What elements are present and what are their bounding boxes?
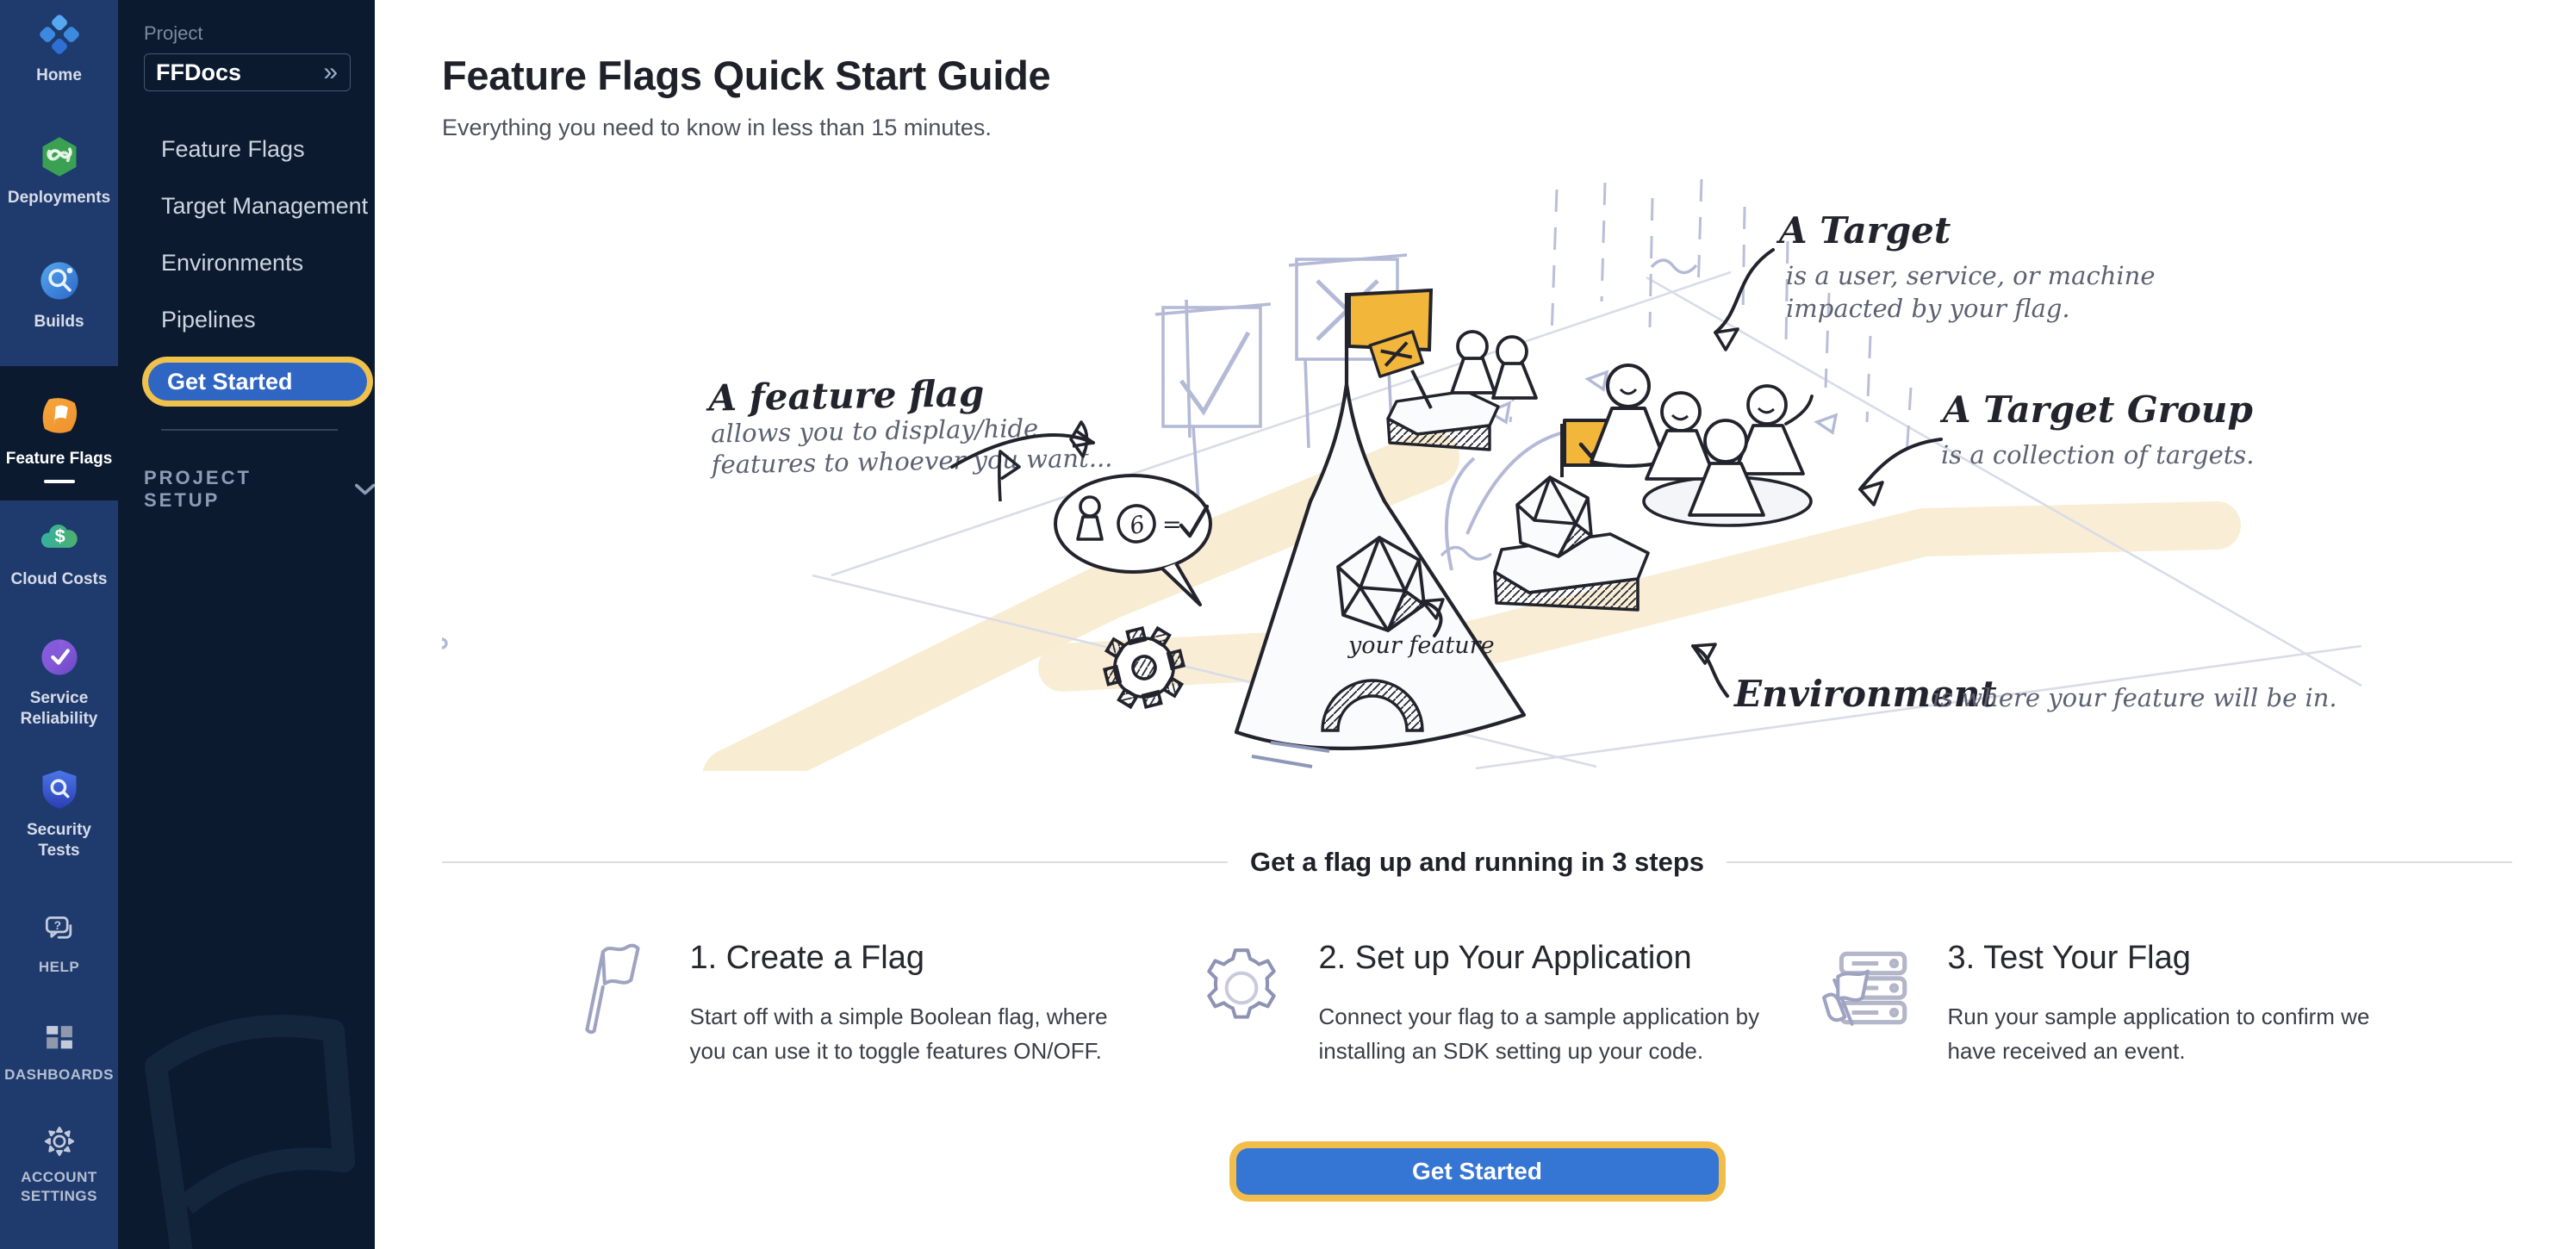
target-figure <box>1591 365 1665 466</box>
sidebar-item-builds[interactable] <box>0 258 118 332</box>
annotation-target-group <box>1939 388 2255 469</box>
sidebar-item-label: DASHBOARDS <box>4 1066 114 1083</box>
svg-text:A Target: A Target <box>1779 209 1951 252</box>
step-body: Connect your flag to a sample application by installing an SDK setting up your code. <box>1318 1004 1760 1065</box>
gear-sketch <box>1097 620 1191 714</box>
module-rail <box>0 0 118 1249</box>
step-body: Run your sample application to confirm we have received an event. <box>1947 1004 2370 1065</box>
nav-item-pipelines[interactable]: Pipelines <box>161 306 256 332</box>
harness-home-icon <box>37 12 82 57</box>
main-get-started-button[interactable] <box>1236 1148 1719 1195</box>
svg-text:allows you to display/hide: allows you to display/hide <box>710 413 1039 449</box>
annotation-feature-flag <box>705 370 1113 479</box>
steps-heading: Get a flag up and running in 3 steps <box>1249 847 1705 877</box>
project-nav <box>144 121 375 348</box>
security-tests-icon <box>37 767 82 811</box>
svg-text:A feature flag: A feature flag <box>708 371 985 419</box>
step-title: 1. Create a Flag <box>689 940 924 976</box>
svg-text:A Target Group: A Target Group <box>1943 388 2253 431</box>
main-content <box>375 0 2576 1249</box>
sidebar-item-label: Builds <box>34 312 84 331</box>
main-get-started-label: Get Started <box>1412 1157 1542 1184</box>
sidebar-item-dashboards[interactable] <box>0 1021 118 1084</box>
step-create-flag <box>564 940 1133 1069</box>
get-started-highlight-ring <box>1229 1141 1726 1202</box>
server-flag-icon <box>1822 940 1919 1036</box>
svg-text:6: 6 <box>1127 511 1148 541</box>
svg-text:?: ? <box>53 918 61 932</box>
project-selector[interactable] <box>144 53 351 91</box>
sidebar-get-started-label: Get Started <box>167 368 293 395</box>
flag-outline-icon <box>564 940 661 1036</box>
expand-project-icon[interactable]: » <box>323 58 338 86</box>
target-group <box>1644 386 1812 525</box>
project-setup-label: PROJECT SETUP <box>144 466 252 511</box>
annotation-environment <box>1733 673 2337 715</box>
svg-text:impacted by your flag.: impacted by your flag. <box>1786 294 2070 323</box>
divider-line <box>442 861 1228 863</box>
project-name: FFDocs <box>156 59 242 85</box>
svg-text:=: = <box>1162 512 1182 538</box>
panel-divider <box>161 429 338 431</box>
deployments-icon <box>37 134 82 179</box>
sidebar-item-cloud-costs[interactable] <box>0 516 118 590</box>
steps-header <box>442 847 2512 878</box>
sidebar-item-feature-flags[interactable] <box>0 366 118 500</box>
sidebar-item-account-settings[interactable] <box>0 1123 118 1205</box>
platform-excluded <box>1370 332 1536 450</box>
svg-text:is a user, service, or machine: is a user, service, or machine <box>1786 261 2156 290</box>
nav-item-environments[interactable]: Environments <box>161 249 304 276</box>
svg-text:$: $ <box>54 525 65 547</box>
nav-item-feature-flags[interactable]: Feature Flags <box>161 135 305 162</box>
project-setup-toggle[interactable] <box>144 467 375 512</box>
sidebar-item-label: Deployments <box>7 188 111 207</box>
sidebar-get-started-button[interactable] <box>148 363 367 401</box>
annotation-target <box>1776 209 2156 323</box>
arrowhead <box>1715 329 1738 350</box>
project-panel <box>118 0 375 1249</box>
project-section-label: Project <box>144 22 203 44</box>
sidebar-item-deployments[interactable] <box>0 134 118 208</box>
cloud-costs-icon <box>37 516 82 561</box>
feature-flags-illustration <box>442 164 2389 771</box>
step-body: Start off with a simple Boolean flag, where you can use it to toggle features ON/OFF. <box>689 1004 1108 1065</box>
help-icon <box>40 911 78 949</box>
svg-text:is a collection of targets.: is a collection of targets. <box>1941 440 2255 469</box>
page-title: Feature Flags Quick Start Guide <box>442 53 1051 98</box>
nav-item-target-management[interactable]: Target Management <box>161 192 369 219</box>
svg-text:is where your feature will be: is where your feature will be in. <box>1932 683 2337 712</box>
sidebar-item-label: Feature Flags <box>5 450 113 469</box>
get-started-highlight-ring <box>142 357 373 407</box>
sidebar-item-home[interactable] <box>0 12 118 86</box>
svg-text:features to whoever you want..: features to whoever you want... <box>711 443 1113 480</box>
sidebar-item-service-reliability[interactable] <box>0 635 118 730</box>
sidebar-item-help[interactable] <box>0 911 118 976</box>
sidebar-item-label: Cloud Costs <box>10 570 108 588</box>
step-title: 2. Set up Your Application <box>1318 940 1692 976</box>
builds-icon <box>37 258 82 303</box>
dashboards-icon <box>41 1021 78 1057</box>
step-title: 3. Test Your Flag <box>1947 940 2191 976</box>
flag-watermark-icon <box>118 991 375 1249</box>
steps-row <box>564 940 2391 1069</box>
svg-text:Environment: Environment <box>1734 673 1997 715</box>
account-settings-icon <box>41 1123 78 1159</box>
sidebar-item-label: HELP <box>38 958 80 975</box>
service-reliability-icon <box>37 635 82 680</box>
chevron-down-icon <box>355 482 375 496</box>
sidebar-item-label: Service Reliability <box>20 688 98 728</box>
sidebar-item-security-tests[interactable] <box>0 767 118 861</box>
annotation-your-feature: your feature <box>1348 632 1495 659</box>
step-setup-application <box>1193 940 1762 1069</box>
step-test-flag <box>1822 940 2391 1069</box>
sidebar-item-label: Security Tests <box>27 821 91 860</box>
page-subtitle: Everything you need to know in less than 15 minutes. <box>442 115 992 140</box>
active-underline <box>44 480 75 483</box>
gear-outline-icon <box>1193 940 1290 1036</box>
divider-line <box>1727 861 2512 863</box>
bottom-cta-wrap <box>1219 1141 1736 1202</box>
sidebar-item-label: Home <box>36 66 82 84</box>
arrow-to-group <box>1860 439 1941 489</box>
sidebar-item-label: ACCOUNT SETTINGS <box>20 1169 97 1204</box>
feature-flags-icon <box>37 395 82 440</box>
